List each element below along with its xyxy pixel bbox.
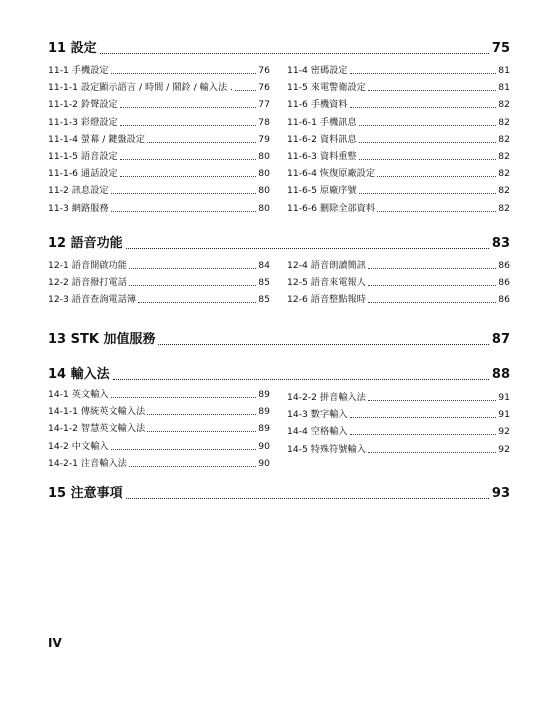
entry-label: 11-6-2 資料訊息 [287, 133, 357, 145]
dot-leader [129, 267, 256, 269]
entry-label: 14-2-2 拼音輸入法 [287, 392, 366, 403]
toc-column-11-left [48, 65, 270, 220]
section-label: 14 輸入法 [48, 367, 110, 382]
entry-page: 91 [498, 392, 510, 403]
toc-entry[interactable] [48, 423, 270, 434]
toc-entry[interactable] [48, 134, 270, 145]
entry-label: 14-1-2 智慧英文輸入法 [48, 423, 146, 435]
toc-entry[interactable] [287, 82, 510, 93]
dot-leader [120, 124, 257, 126]
entry-page: 85 [258, 294, 270, 306]
entry-page: 82 [498, 202, 510, 214]
dot-leader [359, 192, 497, 194]
section-title-13[interactable] [48, 332, 510, 348]
entry-page: 92 [498, 426, 510, 438]
dot-leader [147, 430, 256, 432]
dot-leader [113, 378, 489, 380]
entry-page: 90 [258, 440, 270, 452]
toc-entry[interactable] [48, 117, 270, 128]
entry-page: 85 [258, 277, 270, 289]
dot-leader [368, 301, 496, 303]
entry-page: 80 [258, 202, 270, 214]
entry-page: 80 [258, 185, 270, 197]
entry-page: 81 [498, 65, 510, 76]
entry-label: 12-6 語音整點報時 [287, 294, 366, 306]
entry-label: 12-1 語音開啟功能 [48, 260, 127, 271]
entry-page: 91 [498, 409, 510, 421]
toc-entry[interactable] [287, 117, 510, 128]
toc-entry[interactable] [48, 277, 270, 288]
toc-column-14-right [287, 392, 510, 461]
entry-label: 14-1-1 傳統英文輸入法 [48, 406, 146, 418]
entry-label: 11-6 手機資料 [287, 99, 348, 111]
entry-label: 14-1 英文輸入 [48, 389, 109, 400]
toc-column-11-right [287, 65, 510, 220]
dot-leader [350, 72, 497, 74]
dot-leader [147, 141, 256, 143]
entry-label: 11-1-4 螢幕 / 鍵盤設定 [48, 133, 145, 145]
toc-entry[interactable] [48, 294, 270, 305]
entry-label: 14-2 中文輸入 [48, 440, 109, 452]
toc-entry[interactable] [48, 441, 270, 452]
toc-entry[interactable] [48, 185, 270, 196]
toc-entry[interactable] [287, 203, 510, 214]
dot-leader [147, 413, 256, 415]
entry-label: 11-1-3 彩燈設定 [48, 116, 118, 128]
dot-leader [359, 158, 497, 160]
toc-entry[interactable] [287, 185, 510, 196]
section-label: 12 語音功能 [48, 236, 123, 251]
section-page: 87 [491, 332, 510, 347]
entry-label: 11-1-6 通話設定 [48, 168, 118, 180]
dot-leader [350, 106, 497, 108]
dot-leader [377, 210, 496, 212]
entry-label: 11-5 來電警衛設定 [287, 82, 366, 94]
entry-label: 11-2 訊息設定 [48, 185, 109, 197]
entry-page: 78 [258, 116, 270, 128]
dot-leader [350, 433, 497, 435]
toc-entry[interactable] [287, 392, 510, 403]
entry-page: 82 [498, 99, 510, 111]
dot-leader [129, 465, 256, 467]
toc-entry[interactable] [287, 168, 510, 179]
dot-leader [368, 399, 496, 401]
entry-page: 77 [258, 99, 270, 111]
toc-entry[interactable] [287, 65, 510, 76]
toc-column-12-left [48, 260, 270, 312]
entry-label: 11-6-4 恢復原廠設定 [287, 168, 376, 180]
entry-label: 14-4 空格輸入 [287, 426, 348, 438]
toc-entry[interactable] [287, 294, 510, 305]
entry-label: 11-1 手機設定 [48, 65, 109, 76]
entry-label: 14-3 數字輸入 [287, 409, 348, 421]
section-page: 83 [491, 236, 510, 251]
entry-page: 82 [498, 150, 510, 162]
toc-entry[interactable] [48, 260, 270, 271]
dot-leader [368, 89, 496, 91]
dot-leader [111, 192, 257, 194]
entry-page: 86 [498, 260, 510, 271]
dot-leader [120, 158, 257, 160]
entry-label: 11-1-5 語音設定 [48, 150, 118, 162]
entry-label: 14-5 特殊符號輸入 [287, 443, 366, 455]
entry-page: 82 [498, 185, 510, 197]
entry-label: 11-1-1 設定顯示語言 / 時間 / 鬧鈴 / 輸入法 . [48, 82, 234, 94]
toc-entry[interactable] [48, 168, 270, 179]
toc-entry[interactable] [48, 151, 270, 162]
entry-page: 89 [258, 423, 270, 435]
dot-leader [368, 267, 496, 269]
entry-label: 11-6-5 原廠序號 [287, 185, 357, 197]
entry-label: 11-6-6 刪除全部資料 [287, 202, 376, 214]
entry-page: 79 [258, 133, 270, 145]
entry-label: 12-4 語音朗讀簡訊 [287, 260, 366, 271]
entry-page: 80 [258, 168, 270, 180]
toc-entry[interactable] [287, 99, 510, 110]
entry-page: 84 [258, 260, 270, 271]
dot-leader [120, 106, 257, 108]
section-page: 75 [491, 41, 510, 56]
dot-leader [126, 247, 489, 249]
entry-page: 86 [498, 294, 510, 306]
entry-label: 11-3 網路服務 [48, 202, 109, 214]
entry-label: 12-5 語音來電報人 [287, 277, 366, 289]
entry-page: 80 [258, 150, 270, 162]
dot-leader [359, 141, 497, 143]
toc-entry[interactable] [48, 458, 270, 469]
dot-leader [359, 124, 497, 126]
toc-entry[interactable] [48, 406, 270, 417]
entry-page: 82 [498, 133, 510, 145]
dot-leader [120, 175, 257, 177]
section-label: 15 注意事項 [48, 486, 123, 501]
section-title-14[interactable] [48, 367, 510, 383]
entry-label: 11-6-1 手機訊息 [287, 116, 357, 128]
dot-leader [111, 396, 257, 398]
dot-leader [368, 284, 496, 286]
entry-page: 89 [258, 389, 270, 400]
section-title-12[interactable] [48, 236, 510, 252]
dot-leader [235, 89, 256, 91]
dot-leader [138, 301, 256, 303]
dot-leader [368, 451, 496, 453]
entry-label: 12-2 語音撥打電話 [48, 277, 127, 289]
toc-entry[interactable] [48, 389, 270, 400]
page-number: IV [48, 636, 62, 650]
section-label: 11 設定 [48, 41, 97, 56]
toc-entry[interactable] [287, 151, 510, 162]
dot-leader [100, 52, 489, 54]
entry-page: 89 [258, 406, 270, 418]
dot-leader [129, 284, 256, 286]
section-title-11[interactable] [48, 41, 510, 57]
entry-page: 81 [498, 82, 510, 94]
entry-page: 92 [498, 443, 510, 455]
entry-page: 76 [258, 65, 270, 76]
dot-leader [111, 72, 257, 74]
entry-page: 76 [258, 82, 270, 94]
entry-page: 82 [498, 116, 510, 128]
entry-label: 12-3 語音查詢電話簿 [48, 294, 137, 306]
dot-leader [158, 343, 488, 345]
toc-entry[interactable] [287, 134, 510, 145]
entry-page: 86 [498, 277, 510, 289]
entry-label: 14-2-1 注音輸入法 [48, 457, 127, 469]
toc-entry[interactable] [48, 82, 270, 93]
toc-entry[interactable] [287, 426, 510, 437]
section-title-15[interactable] [48, 486, 510, 502]
section-page: 93 [491, 486, 510, 501]
toc-entry[interactable] [48, 99, 270, 110]
entry-page: 82 [498, 168, 510, 180]
dot-leader [350, 416, 497, 418]
toc-entry[interactable] [287, 409, 510, 420]
dot-leader [377, 175, 496, 177]
toc-entry[interactable] [287, 260, 510, 271]
toc-entry[interactable] [287, 444, 510, 455]
entry-label: 11-1-2 鈴聲設定 [48, 99, 118, 111]
dot-leader [111, 448, 257, 450]
entry-label: 11-4 密碼設定 [287, 65, 348, 76]
dot-leader [126, 497, 489, 499]
entry-label: 11-6-3 資料重整 [287, 150, 357, 162]
toc-column-12-right [287, 260, 510, 312]
section-label: 13 STK 加值服務 [48, 332, 156, 347]
entry-page: 90 [258, 457, 270, 469]
toc-entry[interactable] [287, 277, 510, 288]
dot-leader [111, 210, 257, 212]
toc-entry[interactable] [48, 203, 270, 214]
toc-column-14-left [48, 389, 270, 475]
toc-entry[interactable] [48, 65, 270, 76]
section-page: 88 [491, 367, 510, 382]
